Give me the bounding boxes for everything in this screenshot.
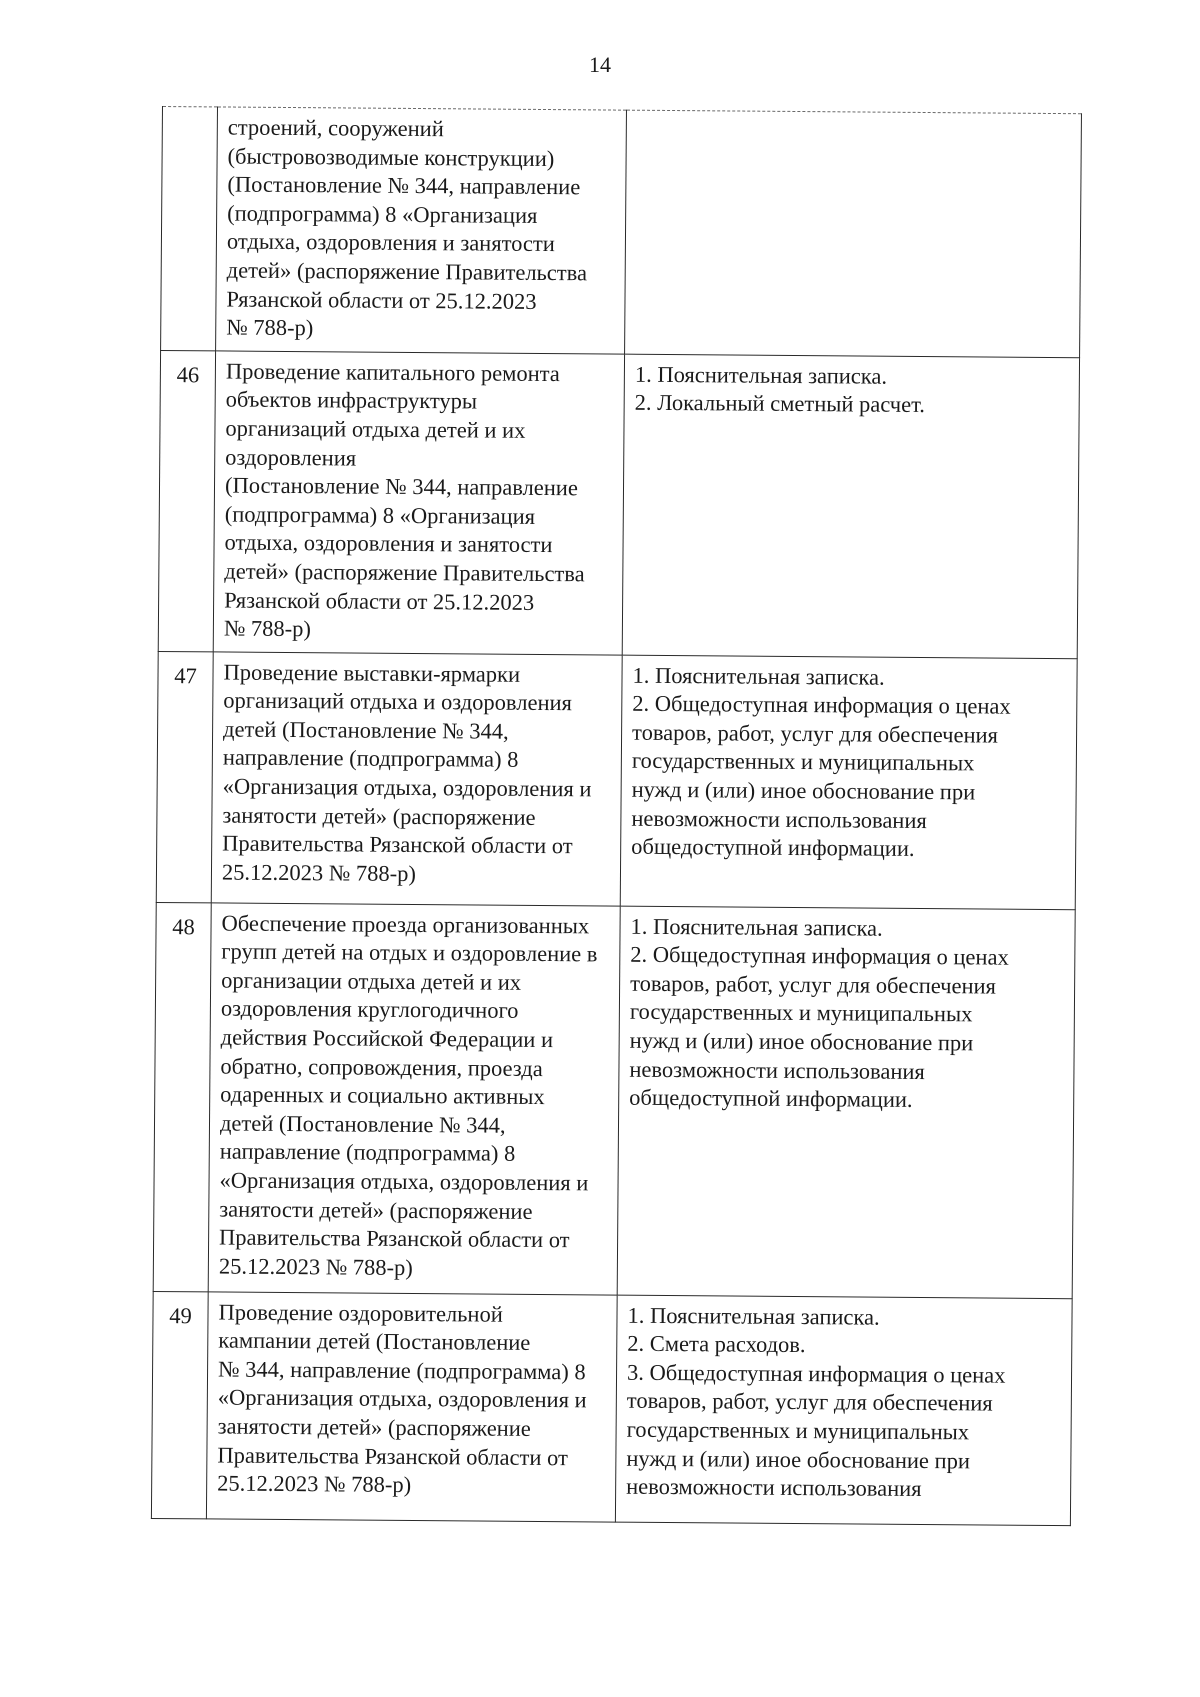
document-line: 1. Пояснительная записка. (627, 1302, 880, 1330)
description-line: организации отдыха детей и их (221, 967, 522, 995)
description-line: № 788-р) (223, 615, 312, 642)
row-description (206, 1292, 617, 1522)
document-line: 1. Пояснительная записка. (632, 662, 885, 690)
row-number: 46 (158, 350, 215, 651)
document-line: нужд и (или) иное обоснование при (631, 776, 976, 805)
document-line: товаров, работ, услуг для обеспечения (631, 719, 999, 748)
table-row (156, 651, 1077, 909)
description-line: детей» (распоряжение Правительства (226, 257, 588, 286)
table-row (158, 350, 1079, 658)
document-line: государственных и муниципальных (631, 748, 975, 776)
document-line: нужд и (или) иное обоснование при (626, 1445, 971, 1474)
description-line: направление (подпрограмма) 8 (219, 1138, 516, 1167)
description-line: оздоровления круглогодичного (220, 995, 519, 1024)
row-description (216, 107, 627, 354)
document-line: 1. Пояснительная записка. (634, 361, 888, 389)
row-number: 48 (153, 902, 211, 1291)
document-line: товаров, работ, услуг для обеспечения (630, 970, 997, 999)
table-row (151, 1291, 1072, 1525)
document-line: государственных и муниципальных (629, 999, 973, 1027)
description-line: «Организация отдыха, оздоровления и (219, 1167, 589, 1196)
document-table (151, 106, 1082, 1526)
row-documents (622, 354, 1079, 659)
description-line: организаций отдыха и оздоровления (223, 687, 573, 716)
document-line: 2. Локальный сметный расчет. (634, 390, 926, 418)
document-line: 2. Общедоступная информация о ценах (632, 690, 1011, 719)
description-line: занятости детей» (распоряжение (222, 802, 536, 830)
description-line: занятости детей» (распоряжение (219, 1196, 533, 1224)
document-line: 3. Общедоступная информация о ценах (626, 1359, 1006, 1388)
document-line: общедоступной информации. (629, 1084, 913, 1113)
row-description (213, 351, 624, 655)
description-line: объектов инфраструктуры (225, 386, 478, 414)
document-line: невозможности использования (631, 805, 927, 833)
row-number: 47 (156, 651, 213, 902)
document-line: 2. Смета расходов. (627, 1330, 806, 1358)
page-number: 14 (589, 52, 611, 77)
description-line: организаций отдыха детей и их (225, 415, 526, 443)
description-line: 25.12.2023 № 788-р) (221, 859, 417, 886)
description-line: детей» (распоряжение Правительства (224, 558, 585, 587)
description-line: (быстровозводимые конструкции) (227, 143, 555, 171)
document-line: невозможности использования (629, 1056, 925, 1084)
row-description (211, 652, 622, 906)
table-row (153, 902, 1075, 1298)
description-line: Проведение выставки-ярмарки (223, 659, 521, 687)
row-documents (617, 906, 1075, 1299)
row-number (161, 107, 218, 351)
description-line: Правительства Рязанской области от (222, 830, 573, 859)
description-line: Рязанской области от 25.12.2023 (226, 286, 537, 314)
document-line: невозможности использования (626, 1473, 922, 1502)
row-number: 49 (151, 1291, 208, 1518)
row-documents (625, 110, 1082, 357)
row-documents (615, 1295, 1072, 1526)
description-line: занятости детей» (распоряжение (217, 1413, 531, 1441)
description-line: детей (Постановление № 344, (223, 716, 509, 744)
description-line: отдыха, оздоровления и занятости (224, 529, 553, 558)
description-line: обратно, сопровождения, проезда (220, 1053, 543, 1081)
description-line: № 344, направление (подпрограмма) 8 (217, 1356, 586, 1385)
document-line: 1. Пояснительная записка. (630, 913, 883, 941)
description-line: направление (подпрограмма) 8 (222, 744, 519, 773)
description-line: (подпрограмма) 8 «Организация (227, 200, 538, 228)
row-documents (620, 655, 1077, 910)
description-line: (Постановление № 344, направление (227, 171, 581, 200)
description-line: Проведение оздоровительной (218, 1299, 503, 1327)
description-line: (Постановление № 344, направление (224, 472, 578, 501)
document-line: нужд и (или) иное обоснование при (629, 1027, 974, 1056)
description-line: Рязанской области от 25.12.2023 (224, 587, 535, 615)
description-line: оздоровления (225, 444, 357, 471)
description-line: Правительства Рязанской области от (219, 1224, 570, 1253)
description-line: одаренных и социально активных (220, 1081, 545, 1110)
description-line: Обеспечение проезда организованных (221, 910, 590, 939)
description-line: (подпрограмма) 8 «Организация (224, 501, 536, 529)
description-line: групп детей на отдых и оздоровление в (221, 938, 598, 967)
document-line: общедоступной информации. (631, 833, 915, 862)
description-line: отдыха, оздоровления и занятости (226, 228, 555, 257)
description-line: 25.12.2023 № 788-р) (217, 1470, 412, 1498)
description-line: «Организация отдыха, оздоровления и (217, 1384, 587, 1413)
table-row (161, 107, 1082, 358)
description-line: действия Российской Федерации и (220, 1024, 554, 1053)
description-line: Проведение капитального ремонта (225, 358, 560, 386)
description-line: 25.12.2023 № 788-р) (218, 1253, 413, 1280)
description-line: кампании детей (Постановление (218, 1327, 531, 1356)
description-line: «Организация отдыха, оздоровления и (222, 773, 592, 802)
description-line: № 788-р) (226, 314, 314, 341)
document-line: 2. Общедоступная информация о ценах (630, 941, 1009, 970)
document-line: государственных и муниципальных (626, 1416, 970, 1445)
document-line: товаров, работ, услуг для обеспечения (626, 1388, 993, 1417)
description-line: детей (Постановление № 344, (219, 1110, 506, 1138)
row-description (208, 903, 620, 1295)
description-line: строений, сооружений (227, 114, 444, 142)
description-line: Правительства Рязанской области от (217, 1442, 568, 1470)
